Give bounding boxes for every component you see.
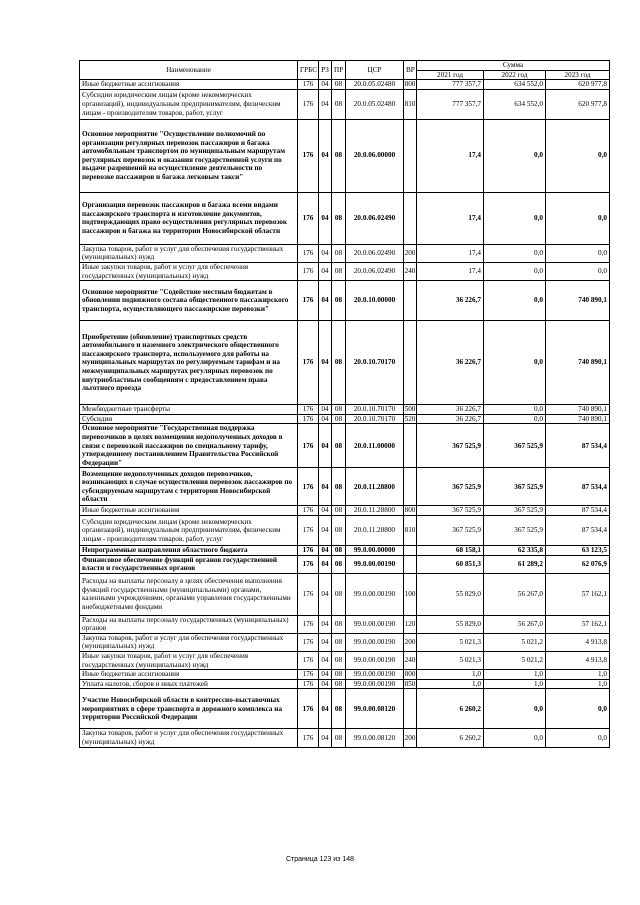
row-amount-2022: 0,0 — [484, 262, 546, 280]
row-rz: 04 — [319, 321, 332, 405]
row-amount-2021: 36 226,7 — [417, 321, 484, 405]
budget-document — [79, 60, 609, 748]
row-amount-2022: 0,0 — [484, 405, 546, 415]
row-name: Закупка товаров, работ и услуг для обеспечения государственных (муниципальных) нужд — [80, 633, 298, 651]
header-year-2021: 2021 год — [417, 70, 484, 80]
row-amount-2021: 60 851,3 — [417, 555, 484, 573]
row-vr: 120 — [404, 615, 417, 633]
row-grbs: 176 — [298, 414, 319, 424]
header-grbs: ГРБС — [298, 61, 319, 80]
row-csr: 20.0.11.28800 — [346, 468, 404, 506]
row-grbs: 176 — [298, 119, 319, 192]
row-amount-2022: 0,0 — [484, 119, 546, 192]
row-rz: 04 — [319, 506, 332, 516]
table-row — [80, 615, 610, 633]
row-amount-2023: 87 534,4 — [546, 506, 610, 516]
table-row — [80, 321, 610, 405]
row-amount-2022: 0,0 — [484, 689, 546, 729]
row-grbs: 176 — [298, 679, 319, 689]
row-csr: 99.0.00.00000 — [346, 545, 404, 555]
row-csr: 99.0.00.08120 — [346, 729, 404, 747]
row-grbs: 176 — [298, 80, 319, 90]
row-amount-2022: 367 525,9 — [484, 424, 546, 468]
table-row — [80, 506, 610, 516]
row-amount-2023: 620 977,8 — [546, 80, 610, 90]
row-vr — [404, 555, 417, 573]
table-row — [80, 405, 610, 415]
row-vr — [404, 281, 417, 321]
row-pr: 08 — [332, 405, 346, 415]
row-grbs: 176 — [298, 281, 319, 321]
row-name: Закупка товаров, работ и услуг для обеспечения государственных (муниципальных) нужд — [80, 244, 298, 262]
row-grbs: 176 — [298, 515, 319, 545]
row-amount-2022: 0,0 — [484, 281, 546, 321]
row-amount-2023: 620 977,8 — [546, 89, 610, 119]
row-name: Закупка товаров, работ и услуг для обеспечения государственных (муниципальных) нужд — [80, 729, 298, 747]
row-amount-2022: 5 021,2 — [484, 652, 546, 670]
row-csr: 99.0.00.00190 — [346, 652, 404, 670]
row-grbs: 176 — [298, 262, 319, 280]
row-amount-2022: 1,0 — [484, 679, 546, 689]
row-amount-2021: 5 021,3 — [417, 633, 484, 651]
row-csr: 20.0.05.02480 — [346, 80, 404, 90]
row-amount-2022: 5 021,2 — [484, 633, 546, 651]
row-pr: 08 — [332, 262, 346, 280]
row-csr: 20.0.05.02480 — [346, 89, 404, 119]
row-csr: 20.0.06.02490 — [346, 192, 404, 244]
row-amount-2021: 17,4 — [417, 192, 484, 244]
header-year-2023: 2023 год — [546, 70, 610, 80]
row-vr: 100 — [404, 573, 417, 615]
row-grbs: 176 — [298, 670, 319, 680]
row-amount-2023: 63 123,5 — [546, 545, 610, 555]
row-csr: 99.0.00.00190 — [346, 555, 404, 573]
row-name: Иные бюджетные ассигнования — [80, 506, 298, 516]
row-grbs: 176 — [298, 573, 319, 615]
table-row — [80, 192, 610, 244]
row-pr: 08 — [332, 244, 346, 262]
row-amount-2023: 87 534,4 — [546, 515, 610, 545]
row-vr: 800 — [404, 670, 416, 679]
row-pr: 08 — [332, 321, 346, 405]
header-rz: РЗ — [319, 61, 332, 80]
row-name: Уплата налогов, сборов и иных платежей — [80, 679, 298, 689]
table-row — [80, 545, 610, 555]
row-vr: 810 — [404, 89, 417, 119]
row-amount-2022: 56 267,0 — [484, 573, 546, 615]
row-pr: 08 — [332, 689, 346, 729]
row-grbs: 176 — [298, 192, 319, 244]
table-row — [80, 729, 610, 747]
row-name: Основное мероприятие "Осуществление полномочий по организации регулярных перевозок пассажиров и багажа автомобильным транспортом по муниципальным маршрутам регулярных перевозок и оказания государственной услуги по выдаче разрешений на осуществление деятельности по перевозке пассажиров и багажа легковым такси" — [80, 119, 298, 192]
row-amount-2021: 5 021,3 — [417, 652, 484, 670]
header-sum: Сумма — [417, 61, 610, 71]
row-rz: 04 — [319, 670, 332, 680]
row-rz: 04 — [319, 80, 332, 90]
row-name: Основное мероприятие "Государственная поддержка перевозчиков в целях возмещения недополученных доходов в связи с перевозкой пассажиров по специальному тарифу, утвержденному постановлением Правительства Российской Федерации" — [80, 424, 298, 468]
row-vr — [404, 119, 417, 192]
row-amount-2021: 17,4 — [417, 262, 484, 280]
row-amount-2022: 0,0 — [484, 321, 546, 405]
table-row — [80, 244, 610, 262]
row-csr: 99.0.00.00190 — [346, 573, 404, 615]
row-amount-2023: 0,0 — [546, 689, 610, 729]
row-csr: 20.0.10.00000 — [346, 281, 404, 321]
row-grbs: 176 — [298, 506, 319, 516]
row-vr — [404, 545, 417, 555]
row-grbs: 176 — [298, 424, 319, 468]
row-name: Расходы на выплаты персоналу государственных (муниципальных) органов — [80, 615, 298, 633]
row-amount-2023: 4 913,8 — [546, 633, 610, 651]
table-row — [80, 89, 610, 119]
budget-table — [79, 60, 610, 748]
header-year-2022: 2022 год — [484, 70, 546, 80]
row-name: Субсидии юридическим лицам (кроме некоммерческих организаций), индивидуальным предпринимателям, физическим лицам - производителям товаров, работ, услуг — [80, 515, 298, 545]
table-row — [80, 515, 610, 545]
row-vr: 850 — [404, 679, 416, 688]
row-amount-2023: 0,0 — [546, 262, 610, 280]
row-vr: 240 — [404, 262, 417, 280]
row-rz: 04 — [319, 545, 332, 555]
row-name: Приобретение (обновление) транспортных средств автомобильного и наземного электрического общественного пассажирского транспорта, используемого для работы на муниципальных маршрутах по регулируемым тарифам и на межмуниципальных маршрутах регулярных перевозок по внутриобластным сообщениям с предоставлением права льготного проезда — [80, 321, 298, 405]
row-amount-2021: 68 158,1 — [417, 545, 484, 555]
header-pr: ПР — [332, 61, 346, 80]
row-pr: 08 — [332, 670, 346, 680]
row-amount-2023: 87 534,4 — [546, 468, 610, 506]
row-amount-2021: 367 525,9 — [417, 515, 484, 545]
row-csr: 99.0.00.00190 — [346, 633, 404, 651]
row-csr: 99.0.00.00190 — [346, 679, 404, 689]
row-name: Возмещение недополученных доходов перевозчиков, возникающих в случае осуществления перевозок пассажиров по субсидируемым маршрутам с территории Новосибирской области — [80, 468, 298, 506]
row-amount-2023: 740 890,1 — [546, 281, 610, 321]
row-vr: 800 — [404, 80, 416, 89]
row-vr: 810 — [404, 515, 417, 545]
table-row — [80, 652, 610, 670]
row-rz: 04 — [319, 689, 332, 729]
row-pr: 08 — [332, 281, 346, 321]
row-amount-2023: 1,0 — [546, 670, 610, 680]
row-pr: 08 — [332, 515, 346, 545]
row-name: Организация перевозок пассажиров и багажа всеми видами пассажирского транспорта и изготовление документов, подтверждающих право осуществления регулярных перевозок пассажиров и багажа на территории Новосибирской области — [80, 192, 298, 244]
row-amount-2021: 367 525,9 — [417, 506, 484, 516]
row-name: Субсидии юридическим лицам (кроме некоммерческих организаций), индивидуальным предпринимателям, физическим лицам - производителям товаров, работ, услуг — [80, 89, 298, 119]
row-csr: 20.0.10.70170 — [346, 414, 404, 424]
row-amount-2023: 740 890,1 — [546, 405, 610, 415]
row-pr: 08 — [332, 652, 346, 670]
row-grbs: 176 — [298, 689, 319, 729]
table-row — [80, 424, 610, 468]
row-pr: 08 — [332, 80, 346, 90]
row-name: Расходы на выплаты персоналу в целях обеспечения выполнения функций государственными (муниципальными) органами, казенными учреждениями, органами управления государственными внебюджетными фондами — [80, 573, 298, 615]
row-csr: 99.0.00.00190 — [346, 670, 404, 680]
row-csr: 20.0.10.70170 — [346, 321, 404, 405]
row-pr: 08 — [332, 573, 346, 615]
row-amount-2023: 62 076,9 — [546, 555, 610, 573]
row-rz: 04 — [319, 405, 332, 415]
row-amount-2021: 55 829,0 — [417, 615, 484, 633]
row-amount-2021: 17,4 — [417, 244, 484, 262]
row-rz: 04 — [319, 192, 332, 244]
row-grbs: 176 — [298, 468, 319, 506]
row-pr: 08 — [332, 506, 346, 516]
row-rz: 04 — [319, 262, 332, 280]
row-vr: 200 — [404, 729, 417, 747]
row-amount-2021: 6 260,2 — [417, 729, 484, 747]
row-vr — [404, 468, 417, 506]
row-pr: 08 — [332, 633, 346, 651]
row-amount-2021: 777 357,7 — [417, 80, 484, 90]
row-pr: 08 — [332, 679, 346, 689]
row-pr: 08 — [332, 545, 346, 555]
row-amount-2023: 740 890,1 — [546, 321, 610, 405]
row-csr: 99.0.00.08120 — [346, 689, 404, 729]
header-vr: ВР — [404, 61, 417, 80]
row-amount-2022: 1,0 — [484, 670, 546, 680]
table-row — [80, 573, 610, 615]
row-amount-2022: 62 335,8 — [484, 545, 546, 555]
table-row — [80, 281, 610, 321]
row-csr: 99.0.00.00190 — [346, 615, 404, 633]
row-vr — [404, 321, 417, 405]
row-amount-2021: 55 829,0 — [417, 573, 484, 615]
row-vr: 500 — [404, 405, 416, 414]
row-vr: 520 — [404, 414, 416, 423]
row-vr: 800 — [404, 506, 416, 515]
row-amount-2023: 4 913,8 — [546, 652, 610, 670]
row-rz: 04 — [319, 424, 332, 468]
table-row — [80, 262, 610, 280]
row-rz: 04 — [319, 633, 332, 651]
row-amount-2022: 367 525,9 — [484, 468, 546, 506]
row-amount-2022: 0,0 — [484, 729, 546, 747]
row-rz: 04 — [319, 244, 332, 262]
row-rz: 04 — [319, 573, 332, 615]
header-csr: ЦСР — [346, 61, 404, 80]
row-name: Иные бюджетные ассигнования — [80, 80, 298, 90]
row-csr: 20.0.10.70170 — [346, 405, 404, 415]
row-amount-2023: 0,0 — [546, 192, 610, 244]
row-name: Участие Новосибирской области в контрессно-выставочных мероприятиях в сфере транспорта и дорожного комплекса на территории Российской Федерации — [80, 689, 298, 729]
row-rz: 04 — [319, 281, 332, 321]
row-vr: 240 — [404, 652, 417, 670]
row-grbs: 176 — [298, 555, 319, 573]
row-amount-2022: 634 552,0 — [484, 80, 546, 90]
row-amount-2023: 57 162,1 — [546, 615, 610, 633]
row-amount-2022: 0,0 — [484, 192, 546, 244]
row-name: Иные бюджетные ассигнования — [80, 670, 298, 680]
row-vr — [404, 424, 417, 468]
row-amount-2021: 367 525,9 — [417, 424, 484, 468]
row-name: Субсидии — [80, 414, 298, 424]
row-pr: 08 — [332, 468, 346, 506]
page-footer: Страница 123 из 148 — [285, 856, 355, 863]
row-pr: 08 — [332, 615, 346, 633]
header-name: Наименование — [80, 61, 298, 80]
row-csr: 20.0.11.28800 — [346, 506, 404, 516]
row-name: Иные закупки товаров, работ и услуг для обеспечения государственных (муниципальных) нужд — [80, 262, 298, 280]
row-vr: 200 — [404, 244, 417, 262]
row-amount-2023: 57 162,1 — [546, 573, 610, 615]
row-rz: 04 — [319, 679, 332, 689]
row-csr: 20.0.06.00000 — [346, 119, 404, 192]
row-amount-2023: 1,0 — [546, 679, 610, 689]
row-amount-2021: 36 226,7 — [417, 281, 484, 321]
row-amount-2022: 634 552,0 — [484, 89, 546, 119]
row-rz: 04 — [319, 555, 332, 573]
row-grbs: 176 — [298, 729, 319, 747]
row-amount-2021: 777 357,7 — [417, 89, 484, 119]
row-amount-2023: 0,0 — [546, 119, 610, 192]
row-rz: 04 — [319, 652, 332, 670]
row-grbs: 176 — [298, 244, 319, 262]
table-row — [80, 670, 610, 680]
table-row — [80, 633, 610, 651]
row-amount-2021: 36 226,7 — [417, 405, 484, 415]
row-pr: 08 — [332, 414, 346, 424]
table-row — [80, 679, 610, 689]
row-rz: 04 — [319, 515, 332, 545]
row-amount-2023: 0,0 — [546, 244, 610, 262]
row-name: Межбюджетные трансферты — [80, 405, 298, 415]
table-body — [80, 80, 610, 747]
row-amount-2021: 367 525,9 — [417, 468, 484, 506]
row-csr: 20.0.06.02490 — [346, 262, 404, 280]
table-header — [80, 61, 610, 80]
row-grbs: 176 — [298, 633, 319, 651]
row-grbs: 176 — [298, 89, 319, 119]
row-rz: 04 — [319, 89, 332, 119]
row-pr: 08 — [332, 119, 346, 192]
table-row — [80, 119, 610, 192]
row-amount-2022: 61 289,2 — [484, 555, 546, 573]
row-pr: 08 — [332, 555, 346, 573]
row-vr — [404, 192, 417, 244]
row-rz: 04 — [319, 468, 332, 506]
table-row — [80, 555, 610, 573]
table-row — [80, 80, 610, 90]
row-amount-2022: 0,0 — [484, 414, 546, 424]
row-amount-2021: 1,0 — [417, 670, 484, 680]
row-amount-2023: 87 534,4 — [546, 424, 610, 468]
row-rz: 04 — [319, 615, 332, 633]
table-row — [80, 414, 610, 424]
row-amount-2021: 6 260,2 — [417, 689, 484, 729]
row-csr: 20.0.11.28800 — [346, 515, 404, 545]
row-grbs: 176 — [298, 652, 319, 670]
row-amount-2023: 0,0 — [546, 729, 610, 747]
row-csr: 20.0.11.00000 — [346, 424, 404, 468]
row-grbs: 176 — [298, 405, 319, 415]
row-csr: 20.0.06.02490 — [346, 244, 404, 262]
row-pr: 08 — [332, 192, 346, 244]
row-amount-2021: 1,0 — [417, 679, 484, 689]
row-amount-2021: 17,4 — [417, 119, 484, 192]
row-rz: 04 — [319, 119, 332, 192]
row-rz: 04 — [319, 729, 332, 747]
row-amount-2022: 367 525,9 — [484, 515, 546, 545]
row-name: Основное мероприятие "Содействие местным бюджетам в обновлении подвижного состава общественного пассажирского транспорта, осуществляющего пассажирские перевозки" — [80, 281, 298, 321]
row-amount-2021: 36 226,7 — [417, 414, 484, 424]
row-vr: 200 — [404, 633, 417, 651]
row-amount-2022: 0,0 — [484, 244, 546, 262]
row-grbs: 176 — [298, 545, 319, 555]
table-row — [80, 468, 610, 506]
row-grbs: 176 — [298, 615, 319, 633]
row-amount-2022: 56 267,0 — [484, 615, 546, 633]
row-amount-2022: 367 525,9 — [484, 506, 546, 516]
row-rz: 04 — [319, 414, 332, 424]
row-vr — [404, 689, 417, 729]
row-name: Иные закупки товаров, работ и услуг для обеспечения государственных (муниципальных) нужд — [80, 652, 298, 670]
row-name: Непрограммные направления областного бюджета — [80, 545, 298, 555]
row-name: Финансовое обеспечение функций органов государственной власти и государственных органов — [80, 555, 298, 573]
table-row — [80, 689, 610, 729]
row-pr: 08 — [332, 424, 346, 468]
row-amount-2023: 740 890,1 — [546, 414, 610, 424]
row-pr: 08 — [332, 89, 346, 119]
row-pr: 08 — [332, 729, 346, 747]
row-grbs: 176 — [298, 321, 319, 405]
